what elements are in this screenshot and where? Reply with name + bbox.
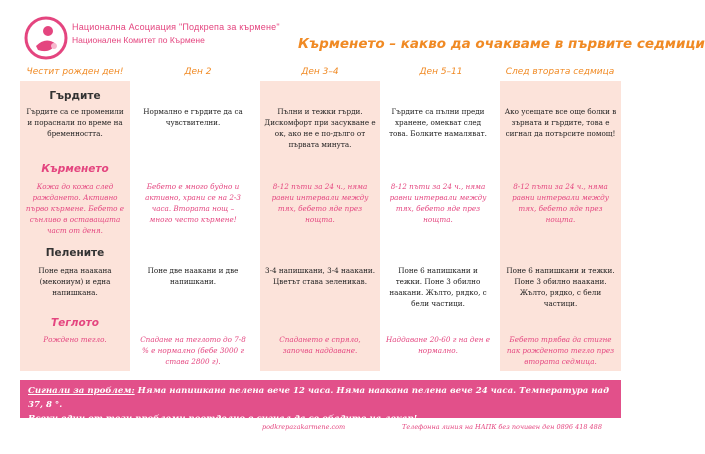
- page-title: Кърменето – какво да очакваме в първите седмици: [298, 36, 705, 52]
- footer-website: podkrepazakarmene.com: [262, 423, 346, 431]
- logo-icon: [24, 16, 68, 60]
- column-header-1: Честит рожден ден!: [26, 67, 124, 77]
- footer-hotline: Телефонна линия на НАПК без почивен ден 0896 418 488: [402, 423, 602, 431]
- cell-weight-5: Бебето трябва да стигне пак рожденото тегло през втората седмица.: [506, 335, 615, 366]
- cell-diapers-3: 3-4 напишкани, 3-4 наакани. Цветът става зеленикав.: [265, 266, 375, 286]
- org-name-line1: Национална Асоциация "Подкрепа за кърмене": [72, 22, 280, 32]
- cell-diapers-5: Поне 6 напишкани и тежки. Поне 3 обилно наакани. Жълто, рядко, с бели частици.: [506, 266, 615, 308]
- section-title-breasts: Гърдите: [49, 90, 101, 102]
- warning-label: Сигнали за проблем:: [28, 386, 135, 396]
- cell-diapers-1: Поне една наакана (мекониум) и една напишкана.: [38, 266, 112, 297]
- org-name-line2: Национален Комитет по Кърмене: [72, 35, 205, 45]
- section-title-feeding: Кърменето: [41, 163, 109, 175]
- section-title-diapers: Пелените: [45, 247, 105, 259]
- cell-breasts-1: Гърдите са се променили и пораснали по време на бременността.: [26, 107, 124, 138]
- warning-banner-line1: [28, 384, 613, 412]
- cell-weight-2: Спадане на теглото до 7-8 % е нормално (бебе 3000 г става 2800 г).: [140, 335, 246, 366]
- cell-diapers-2: Поне две наакани и две напишкани.: [147, 266, 239, 286]
- cell-breasts-5: Ако усещате все още болки в зърната и гърдите, това е сигнал да потърсите помощ!: [504, 107, 617, 138]
- cell-breasts-4: Гърдите са пълни преди хранене, омекват след това. Болките намаляват.: [389, 107, 487, 138]
- organization-name: [72, 22, 280, 45]
- cell-feeding-2: Бебето е много будно и активно, храни се на 2-3 часа. Втората нощ – много често кърмене!: [145, 182, 241, 224]
- warning-text-2: Всеки един от тези проблеми поотделно е сигнал да се обадите на лекар!: [28, 414, 418, 424]
- cell-feeding-5: 8-12 пъти за 24 ч., няма равни интервали между тях, бебето яде през нощта.: [512, 182, 609, 224]
- cell-breasts-2: Нормално е гърдите да са чувствителни.: [143, 107, 243, 127]
- cell-feeding-1: Кожа до кожа след раждането. Активно първо кърмене. Бебето е сънливо в оставащата част от деня.: [25, 182, 125, 235]
- cell-weight-1: Рождено тегло.: [43, 335, 107, 344]
- cell-breasts-3: Пълни и тежки гърди. Дискомфорт при засукване е ок, ако не е по-дълго от първата минута.: [264, 107, 376, 149]
- warning-text-1: Няма напишкана пелена вече 12 часа. Няма наакана пелена вече 24 часа. Температура над 37, 8 °.: [28, 386, 610, 410]
- section-title-weight: Теглото: [51, 317, 99, 329]
- cell-weight-4: Наддаване 20-60 г на ден е нормално.: [386, 335, 490, 355]
- column-header-2: Ден 2: [184, 67, 212, 77]
- warning-banner: [20, 380, 621, 424]
- column-header-4: Ден 5–11: [419, 67, 463, 77]
- cell-feeding-4: 8-12 пъти за 24 ч., няма равни интервали между тях, бебето яде през нощта.: [389, 182, 487, 224]
- cell-feeding-3: 8-12 пъти за 24 ч., няма равни интервали между тях, бебето яде през нощта.: [271, 182, 369, 224]
- column-header-3: Ден 3–4: [301, 67, 339, 77]
- cell-weight-3: Спадането е спряло, започва наддаване.: [279, 335, 361, 355]
- cell-diapers-4: Поне 6 напишкани и тежки. Поне 3 обилно наакани. Жълто, рядко, с бели частици.: [389, 266, 487, 308]
- column-header-5: След втората седмица: [505, 67, 615, 77]
